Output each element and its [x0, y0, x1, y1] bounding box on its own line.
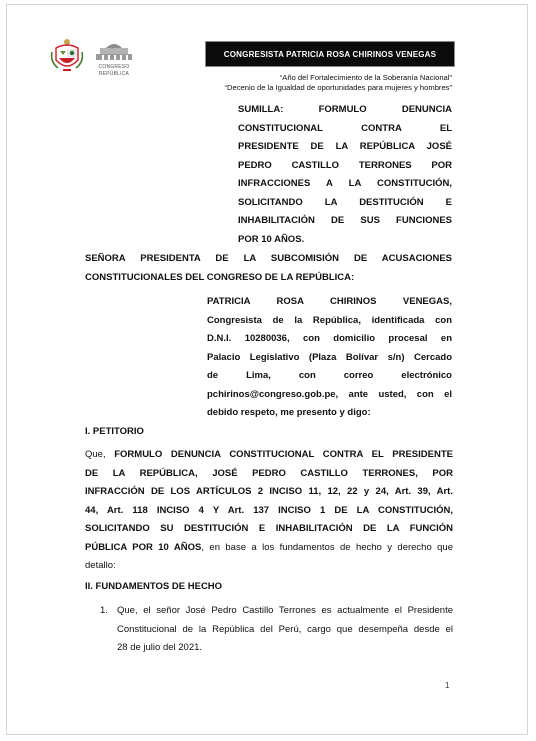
- petitorio-line: INFRACCIÓN DE LOS ARTÍCULOS 2 INCISO 11, 12, 22 y 24, Art. 39, Art.: [85, 486, 453, 497]
- section-heading-fundamentos: II. FUNDAMENTOS DE HECHO: [85, 581, 223, 592]
- header-banner: [206, 42, 454, 66]
- author-line: Congresista de la República, identificada con: [207, 314, 452, 326]
- year-line-2: “Decenio de la Igualdad de oportunidades para mujeres y hombres”: [224, 82, 452, 92]
- petitorio-line: 44, Art. 118 INCISO 4 Y Art. 137 INCISO 1 DE LA CONSTITUCIÓN,: [85, 504, 453, 516]
- section-heading-petitorio: I. PETITORIO: [85, 426, 144, 437]
- sumilla-line: SOLICITANDO LA DESTITUCIÓN E: [238, 196, 452, 208]
- fundamentos-line: Que, el señor José Pedro Castillo Terrones es actualmente el Presidente: [117, 605, 453, 616]
- peru-coat-of-arms-icon: [50, 38, 84, 74]
- petitorio-line: [85, 446, 453, 465]
- sumilla-line: SUMILLA: FORMULO DENUNCIA: [238, 104, 452, 115]
- header-logos: [50, 38, 138, 82]
- sumilla-line: INHABILITACIÓN DE SUS FUNCIONES: [238, 215, 452, 226]
- sumilla-line: INFRACCIONES A LA CONSTITUCIÓN,: [238, 178, 452, 189]
- author-line: Palacio Legislativo (Plaza Bolívar s/n) Cercado: [207, 351, 452, 363]
- banner-title: CONGRESISTA PATRICIA ROSA CHIRINOS VENEGAS: [223, 49, 437, 59]
- petitorio-line: detallo:: [85, 560, 116, 571]
- petitorio-line: SOLICITANDO SU DESTITUCIÓN E INHABILITACIÓN DE LA FUNCIÓN: [85, 523, 453, 534]
- petitorio-lead-bold: FORMULO DENUNCIA CONSTITUCIONAL CONTRA EL PRESIDENTE: [114, 449, 453, 460]
- sumilla-line: PEDRO CASTILLO TERRONES POR: [238, 159, 452, 171]
- fundamentos-line: Constitucional de la República del Perú, cargo que desempeña desde el: [117, 623, 453, 635]
- petitorio-intro: Que,: [85, 449, 115, 460]
- logo-text-congreso: CONGRESO: [98, 64, 130, 70]
- petitorio-tail-plain: , en base a los fundamentos de hecho y derecho que: [201, 541, 454, 553]
- petitorio-block: [85, 446, 453, 576]
- list-item-body: [117, 602, 453, 658]
- list-item-number: 1.: [100, 605, 108, 616]
- salutation-line: CONSTITUCIONALES DEL CONGRESO DE LA REPÚBLICA:: [85, 271, 355, 283]
- author-line: D.N.I. 10280036, con domicilio procesal en: [207, 333, 452, 344]
- sumilla-block: [238, 101, 452, 249]
- author-block: [207, 293, 452, 423]
- author-line: de Lima, con correo electrónico: [207, 370, 452, 381]
- author-line: pchirinos@congreso.gob.pe, ante usted, con el: [207, 388, 452, 400]
- salutation-block: [85, 250, 452, 287]
- author-line: debido respeto, me presento y digo:: [207, 407, 371, 418]
- congreso-logo: [94, 40, 134, 80]
- year-slogans: [224, 73, 452, 92]
- fundamentos-line: 28 de julio del 2021.: [117, 642, 203, 653]
- congreso-building-icon: [94, 40, 134, 62]
- logo-text-republica: REPÚBLICA: [98, 71, 130, 77]
- year-line-1: “Año del Fortalecimiento de la Soberanía Nacional”: [279, 73, 452, 82]
- salutation-line: SEÑORA PRESIDENTA DE LA SUBCOMISIÓN DE ACUSACIONES: [85, 253, 452, 264]
- sumilla-line: CONSTITUCIONAL CONTRA EL: [238, 122, 452, 134]
- author-line: PATRICIA ROSA CHIRINOS VENEGAS,: [207, 296, 452, 307]
- sumilla-line: PRESIDENTE DE LA REPÚBLICA JOSÉ: [238, 141, 452, 152]
- page-number: 1: [445, 681, 450, 690]
- petitorio-line: [85, 539, 453, 558]
- sumilla-line: POR 10 AÑOS.: [238, 233, 305, 245]
- petitorio-line: DE LA REPÚBLICA, JOSÉ PEDRO CASTILLO TERRONES, POR: [85, 467, 453, 479]
- petitorio-tail-bold: PÚBLICA POR 10 AÑOS: [85, 541, 202, 553]
